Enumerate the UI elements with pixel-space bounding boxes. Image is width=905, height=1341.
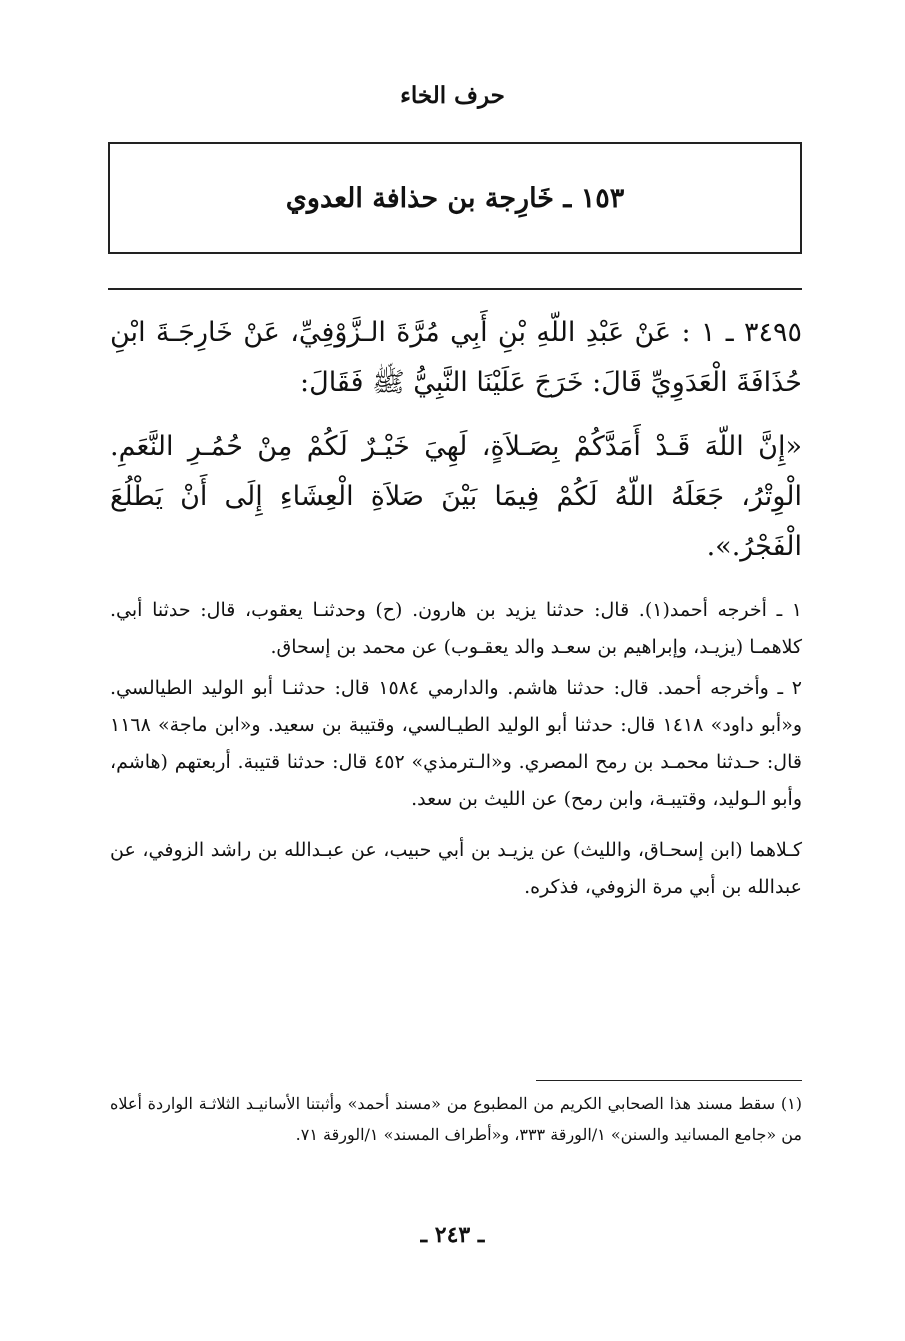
- footnote: [110, 1088, 802, 1150]
- takhrij-paragraph-1: ١ ـ أخرجه أحمد(١). قال: حدثنا يزيد بن هارون. (ح) وحدثنـا يعقوب، قال: حدثنا أبي. كلاهمـا (يزيـد، وإبراهيم بن سعـد والد يعقـوب) عن محمد بن إسحاق.: [110, 599, 802, 658]
- chapter-title-box: [108, 142, 802, 254]
- footnote-text: (١) سقط مسند هذا الصحابي الكريم من المطبوع من «مسند أحمد» وأثبتنا الأسانيـد الثلاثـة الواردة أعلاه من «جامع المسانيد والسنن» ١/الورقة ٣٣٣، و«أطراف المسند» ١/الورقة ٧١.: [110, 1094, 802, 1144]
- takhrij-paragraph-3: كـلاهما (ابن إسحـاق، والليث) عن يزيـد بن أبي حبيب، عن عبـدالله بن راشد الزوفي، عن عبدالله بن أبي مرة الزوفي، فذكره.: [110, 839, 802, 898]
- hadith-isnad: ٣٤٩٥ ـ ١ : عَنْ عَبْدِ اللّهِ بْنِ أَبِي مُرَّةَ الـزَّوْفِيِّ، عَنْ خَارِجَـةَ ابْنِ حُذَافَةَ الْعَدَوِيِّ قَالَ: خَرَجَ عَلَيْنَا النَّبِيُّ ﷺ فَقَالَ:: [110, 317, 802, 398]
- title-divider: [108, 288, 802, 290]
- footnote-divider: [536, 1080, 802, 1081]
- chapter-title: ١٥٣ ـ خَارِجة بن حذافة العدوي: [285, 182, 625, 214]
- takhrij-paragraph-2: ٢ ـ وأخرجه أحمد. قال: حدثنا هاشم. والدارمي ١٥٨٤ قال: حدثنـا أبو الوليد الطيالسي. و«أبو داود» ١٤١٨ قال: حدثنا أبو الوليد الطيـالسي، وقتيبة بن سعيد. و«ابن ماجة» ١١٦٨ قال: حـدثنا محمـد بن رمح المصري. و«الـترمذي» ٤٥٢ قال: حدثنا قتيبة. أربعتهم (هاشم، وأبو الـوليد، وقتيبـة، وابن رمح) عن الليث بن سعد.: [110, 677, 802, 810]
- running-head: حرف الخاء: [400, 82, 505, 109]
- page-number: ـ ٢٤٣ ـ: [420, 1222, 485, 1248]
- hadith-matn: «إِنَّ اللّهَ قَـدْ أَمَدَّكُمْ بِصَـلاَةٍ، لَهِيَ خَيْـرٌ لَكُمْ مِنْ حُمُـرِ النَّعَمِ. الْوِتْرُ، جَعَلَهُ اللّهُ لَكُمْ فِيمَا بَيْنَ صَلاَةِ الْعِشَاءِ إِلَى أَنْ يَطْلُعَ الْفَجْرُ.».: [110, 431, 802, 562]
- hadith-text: [110, 308, 802, 572]
- takhrij-section: [110, 592, 802, 910]
